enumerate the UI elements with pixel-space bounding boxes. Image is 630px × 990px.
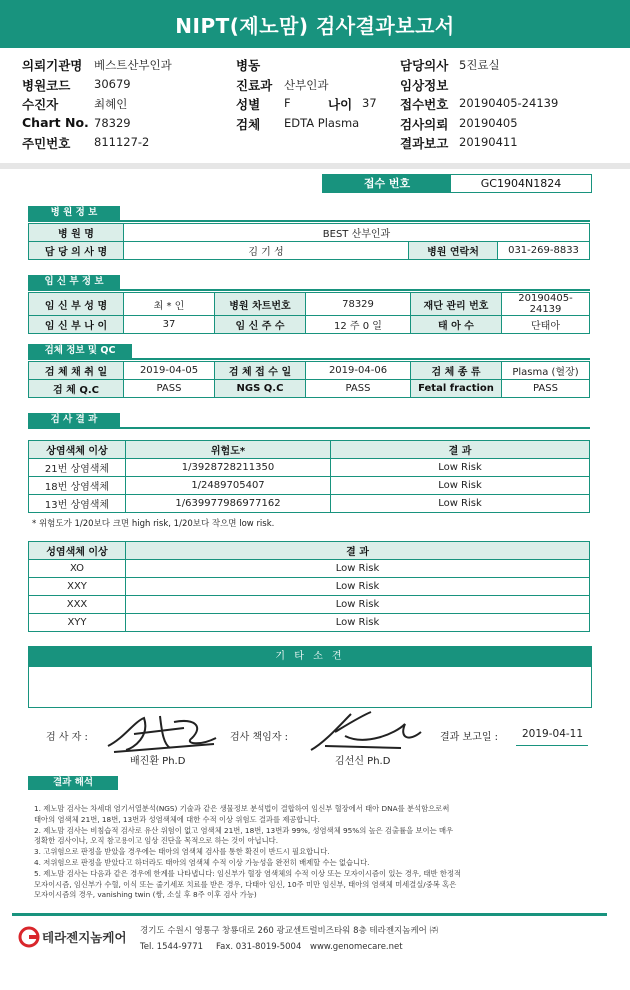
autosome-header-risk: 위험도*: [126, 441, 331, 459]
chart-no-value: 78329: [94, 115, 131, 130]
age-value: 37: [362, 96, 377, 110]
request-date-value: 20190405: [459, 115, 518, 130]
sex-header-name: 성염색체 이상: [29, 542, 126, 560]
autosome-risk: 1/3928728211350: [126, 459, 331, 477]
section-hospital-info: 병 원 정 보: [28, 206, 120, 220]
table-row: [29, 560, 590, 578]
hospital-contact-cell: 031-269-8833: [498, 242, 590, 260]
specimen-qc-label: 검 체 Q.C: [29, 380, 124, 398]
footer-divider: [12, 913, 607, 916]
specimen-value: EDTA Plasma: [284, 115, 360, 130]
company-tel: Tel. 1544-9771: [140, 942, 204, 952]
gestational-weeks-label: 임 신 주 수: [215, 316, 306, 334]
interpretation-line: 3. 고위험으로 판정을 받았을 경우에는 태아의 염색체 검사를 통한 확진이 반드시 필요합니다.: [34, 847, 330, 857]
resident-no-value: 811127-2: [94, 135, 150, 149]
sex-name: XO: [29, 560, 126, 578]
sex-value: F: [284, 96, 291, 110]
hospital-name-value: 베스트산부인과: [94, 58, 172, 72]
interpretation-line: 모자이시즘, 임신부가 수혈, 이식 또는 줄기세포 치료를 받은 경우, 다태아 임신, 10주 미만 임신부, 태아의 염색체 미세결실/중복 혹은: [34, 879, 457, 889]
hospital-name-cell: BEST 산부인과: [124, 224, 590, 242]
autosome-result: Low Risk: [331, 459, 590, 477]
pregnant-chart-label: 병원 차트번호: [215, 293, 306, 316]
autosome-header-result: 결 과: [331, 441, 590, 459]
request-date-label: 검사의뢰: [400, 116, 449, 132]
specimen-label: 검체: [236, 116, 261, 132]
footer: [16, 922, 616, 962]
report-date-sig: 2019-04-11: [522, 728, 584, 740]
interpretation-text: [34, 804, 594, 901]
header-info: [22, 56, 612, 154]
specimen-type: Plasma (혈장): [502, 362, 590, 380]
hospital-contact-cell-label: 병원 연락처: [409, 242, 498, 260]
tester-name: 배진환 Ph.D: [130, 756, 186, 767]
collect-date-label: 검 체 채 취 일: [29, 362, 124, 380]
hospital-code-label: 병원코드: [22, 77, 71, 93]
sex-result: Low Risk: [126, 560, 590, 578]
fetal-fraction-label: Fetal fraction: [411, 380, 502, 398]
section-interpretation: 결과 해석: [28, 776, 118, 790]
header-row-3: [22, 95, 612, 115]
header-row-1: [22, 56, 612, 76]
fetus-count: 단태아: [502, 316, 590, 334]
section-specimen-qc: 검체 정보 및 QC: [28, 344, 132, 358]
chart-no-label: Chart No.: [22, 114, 89, 130]
ngs-qc: PASS: [306, 380, 411, 398]
receipt-no-label: 접수번호: [400, 97, 449, 112]
table-row: [29, 578, 590, 596]
interpretation-line: 정확한 검사이나, 오직 참고용이고 임상 진단을 목적으로 하는 것이 아닙니다.: [34, 836, 279, 846]
patient-value: 최혜인: [94, 97, 128, 111]
section-test-results: 검 사 결 과: [28, 413, 120, 427]
director-signature: [305, 706, 425, 754]
foundation-no-label: 재단 관리 번호: [411, 293, 502, 316]
sex-result: Low Risk: [126, 614, 590, 632]
risk-note: * 위험도가 1/20보다 크면 high risk, 1/20보다 작으면 low risk.: [32, 519, 275, 529]
doctor-name-cell-label: 담 당 의 사 명: [29, 242, 124, 260]
director-name: 김선신 Ph.D: [335, 756, 391, 767]
doctor-value: 5진료실: [459, 58, 500, 72]
autosome-result: Low Risk: [331, 495, 590, 513]
autosome-name: 21번 상염색체: [29, 459, 126, 477]
hospital-code-value: 30679: [94, 76, 131, 91]
table-row: [29, 477, 590, 495]
fetal-fraction: PASS: [502, 380, 590, 398]
sex-result: Low Risk: [126, 596, 590, 614]
ngs-qc-label: NGS Q.C: [215, 380, 306, 398]
fetus-count-label: 태 아 수: [411, 316, 502, 334]
receive-date-label: 검 체 접 수 일: [215, 362, 306, 380]
doctor-name-cell: 김 기 성: [124, 242, 409, 260]
report-date-sig-label: 결과 보고일 :: [440, 732, 499, 743]
receipt-number-label: 접수 번호: [323, 175, 451, 192]
sex-chromosome-table: [28, 541, 590, 632]
hospital-info-table: [28, 223, 590, 260]
pregnant-info-table: [28, 292, 590, 334]
company-logo-icon: [18, 926, 40, 948]
other-findings-box: [28, 646, 592, 708]
ward-label: 병동: [236, 58, 261, 73]
header-row-2: [22, 76, 612, 96]
pregnant-name-label: 임 신 부 성 명: [29, 293, 124, 316]
receipt-no-value: 20190405-24139: [459, 96, 559, 110]
sex-header-result: 결 과: [126, 542, 590, 560]
doctor-label: 담당의사: [400, 58, 449, 73]
department-label: 진료과: [236, 77, 273, 93]
pregnant-age-label: 임 신 부 나 이: [29, 316, 124, 334]
tester-signature: [104, 708, 224, 754]
autosome-risk: 1/639977986977162: [126, 495, 331, 513]
sex-name: XXX: [29, 596, 126, 614]
table-row: [29, 495, 590, 513]
sex-label: 성별: [236, 97, 261, 112]
autosome-name: 13번 상염색체: [29, 495, 126, 513]
section-pregnant-line: [28, 289, 590, 291]
section-results-line: [28, 427, 590, 429]
director-label: 검사 책임자 :: [230, 732, 289, 743]
sex-result: Low Risk: [126, 578, 590, 596]
receipt-number-value: GC1904N1824: [480, 177, 562, 190]
autosome-header-name: 상염색체 이상: [29, 441, 126, 459]
separator-bar: [0, 163, 630, 169]
hospital-name-cell-label: 병 원 명: [29, 224, 124, 242]
company-website: www.genomecare.net: [310, 942, 403, 952]
interpretation-line: 4. 저위험으로 판정을 받았다고 하더라도 태아의 염색체 수적 이상 가능성을 완전히 배제할 수는 없습니다.: [34, 857, 370, 867]
hospital-name-label: 의뢰기관명: [22, 58, 83, 73]
report-date-underline: [516, 745, 588, 746]
specimen-info-table: [28, 361, 590, 398]
autosome-result: Low Risk: [331, 477, 590, 495]
patient-label: 수진자: [22, 97, 59, 112]
interpretation-line: 태아의 염색체 21번, 18번, 13번과 성염색체에 대한 수적 이상 위험도 결과를 제공합니다.: [34, 814, 320, 824]
header-row-4: [22, 115, 612, 135]
autosome-risk: 1/2489705407: [126, 477, 331, 495]
pregnant-age: 37: [124, 316, 215, 334]
report-date-value: 20190411: [459, 135, 518, 149]
specimen-qc: PASS: [124, 380, 215, 398]
company-fax: Fax. 031-8019-5004: [216, 942, 302, 952]
department-value: 산부인과: [284, 77, 329, 92]
section-hospital-line: [28, 220, 590, 222]
header-row-5: [22, 134, 612, 154]
sex-name: XYY: [29, 614, 126, 632]
interpretation-line: 모자이시즘의 경우, vanishing twin (쌍, 소실 후 8주 이후 검사 가능): [34, 890, 257, 900]
tester-label: 검 사 자 :: [46, 732, 88, 743]
foundation-no: 20190405-24139: [502, 293, 590, 316]
other-findings-title: 기 타 소 견: [29, 647, 591, 667]
interpretation-line: 5. 제노맘 검사는 다음과 같은 경우에 한계를 나타냅니다: 임신부가 혈장 염색체의 수적 이상 또는 모자이시즘이 있는 경우, 태반 한정적: [34, 868, 462, 878]
pregnant-chart: 78329: [306, 293, 411, 316]
report-date-label: 결과보고: [400, 136, 449, 151]
company-name: 테라젠지놈케어: [42, 930, 127, 945]
collect-date: 2019-04-05: [124, 362, 215, 380]
interpretation-line: 2. 제노맘 검사는 비침습적 검사로 유산 위험이 없고 염색체 21번, 18번, 13번과 99%, 성염색체 95%의 높은 검출률을 보이는 매우: [34, 825, 454, 835]
table-row: [29, 459, 590, 477]
section-pregnant-info: 임 신 부 정 보: [28, 275, 120, 289]
gestational-weeks: 12 주 0 일: [306, 316, 411, 334]
other-findings-content: [29, 667, 591, 675]
company-address: 경기도 수원시 영통구 창룡대로 260 광교센트럴비즈타워 8층 테라젠지놈케어 ㈜: [140, 926, 439, 936]
clinical-info-label: 임상정보: [400, 77, 449, 93]
autosome-name: 18번 상염색체: [29, 477, 126, 495]
table-row: [29, 596, 590, 614]
autosome-table: [28, 440, 590, 513]
pregnant-name: 최 * 인: [124, 293, 215, 316]
table-row: [29, 614, 590, 632]
section-specimen-line: [28, 358, 590, 360]
interpretation-line: 1. 제노맘 검사는 차세대 염기서열분석(NGS) 기술과 같은 생물정보 분석법이 결합하여 임신부 혈장에서 태아 DNA를 분석함으로써: [34, 804, 450, 813]
receive-date: 2019-04-06: [306, 362, 411, 380]
report-title: NIPT(제노맘) 검사결과보고서: [0, 0, 630, 48]
sex-name: XXY: [29, 578, 126, 596]
age-label: 나이: [328, 97, 353, 112]
resident-no-label: 주민번호: [22, 136, 71, 151]
receipt-number-box: [322, 174, 592, 193]
specimen-type-label: 검 체 종 류: [411, 362, 502, 380]
